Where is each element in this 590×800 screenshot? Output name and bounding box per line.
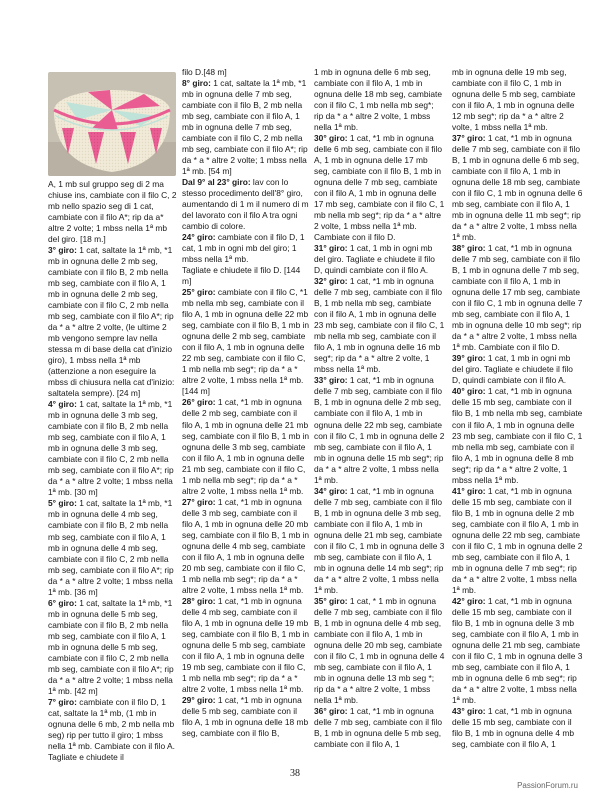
round-heading: 5° giro:	[48, 498, 77, 509]
paragraph: 3° giro: 1 cat, saltate la 1ª mb, *1 mb in ognuna delle 2 mb seg, cambiate con il filo B, 2 mb nella mb seg, cambiate con il filo A, 1 mb in ognuna delle 2 mb seg, cambiate con il filo C, 2 mb nella mb seg, cambiate con il filo A*; rip da * a * altre 2 volte, (le ultime 2 mb vengono sempre lav nella stessa m di base della cat d'inizio giro), 1 mbss nella 1ª mb (attenzione a non eseguire la mbss di chiusura nella cat d'inizio: saltatela sempre). [24 m]	[48, 245, 175, 399]
paragraph: 37° giro: 1 cat, *1 mb in ognuna delle 7 mb seg, cambiate con il filo B, 1 mb in ognuna delle 6 mb seg, cambiate con il filo A, 1 mb in ognuna delle 18 mb seg, cambiate con il filo C, 1 mb in ognuna delle 6 mb seg, cambiate con il filo A, 1 mb in ognuna delle 11 mb seg*; rip da * a * altre 2 volte, 1 mbss nella 1ª mb.	[452, 133, 583, 243]
paragraph: 30° giro: 1 cat, *1 mb in ognuna delle 6 mb seg, cambiate con il filo A, 1 mb in ognuna delle 17 mb seg, cambiate con il filo B, 1 mb in ognuna delle 7 mb seg, cambiate con il filo A, 1 mb in ognuna delle 17 mb seg, cambiate con il filo C, 1 mb nella mb seg*; rip da * a * altre 2 volte, 1 mbss nella 1ª mb. Cambiate con il filo D.	[314, 133, 445, 243]
paragraph: 43° giro: 1 cat, *1 mb in ognuna delle 15 mb seg, cambiate con il filo B, 1 mb in ognuna delle 4 mb seg, cambiate con il filo A, 1	[452, 705, 574, 749]
round-heading: 28° giro:	[182, 595, 216, 606]
text-column-2	[182, 67, 310, 739]
paragraph: 33° giro: 1 cat, *1 mb in ognuna delle 7 mb seg, cambiate con il filo B, 1 mb in ognuna delle 2 mb seg, cambiate con il filo A, 1 mb in ognuna delle 22 mb seg, cambiate con il filo C, 1 mb in ognuna delle 2 mb seg, cambiate con il filo A, 1 mb in ognuna delle 15 mb seg*; rip da * a * altre 2 volte, 1 mbss nella 1ª mb.	[314, 375, 445, 485]
round-heading: 35° giro:	[314, 595, 348, 606]
paragraph: 36° giro: 1 cat, *1 mb in ognuna delle 7 mb seg, cambiate con il filo B, 1 mb in ognuna delle 5 mb seg, cambiate con il filo A, 1	[314, 705, 443, 749]
round-heading: 8° giro:	[182, 78, 211, 89]
page-number: 38	[290, 768, 300, 779]
paragraph: 40° giro: 1 cat, *1 mb in ognuna delle 15 mb seg, cambiate con il filo B, 1 mb nella mb seg, cambiate con il filo A, 1 mb in ognuna delle 23 mb seg, cambiate con il filo C, 1 mb nella mb seg, cambiate con il filo A, 1 mb in ognuna delle 8 mb seg*; rip da * a * altre 2 volte, 1 mbss nella 1ª mb.	[452, 386, 583, 485]
round-heading: 25° giro:	[182, 287, 216, 298]
round-heading: 32° giro:	[314, 276, 348, 287]
paragraph: 42° giro: 1 cat, *1 mb in ognuna delle 15 mb seg, cambiate con il filo B, 1 mb in ognuna delle 3 mb seg, cambiate con il filo A, 1 mb in ognuna delle 21 mb seg, cambiate con il filo C, 1 mb in ognuna delle 3 mb seg, cambiate con il filo A, 1 mb in ognuna delle 6 mb seg*; rip da * a * altre 2 volte, 1 mbss nella 1ª mb.	[452, 595, 583, 705]
paragraph: 8° giro: 1 cat, saltate la 1ª mb, *1 mb in ognuna delle 7 mb seg, cambiate con il filo B, 2 mb nella mb seg, cambiate con il filo A, 1 mb in ognuna delle 7 mb seg, cambiate con il filo C, 2 mb nella mb seg, cambiate con il filo A*; rip da * a * altre 2 volte; 1 mbss nella 1ª mb. [54 m]	[182, 78, 308, 177]
round-heading: 30° giro:	[314, 133, 348, 144]
round-heading: 43° giro:	[452, 705, 486, 716]
paragraph: 32° giro: 1 cat, *1 mb in ognuna delle 7 mb seg, cambiate con il filo B, 1 mb nella mb seg, cambiate con il filo A, 1 mb in ognuna delle 23 mb seg, cambiate con il filo C, 1 mb nella mb seg, cambiate con il filo A, 1 mb in ognuna delle 16 mb seg*; rip da * a * altre 2 volte, 1 mbss nella 1ª mb.	[314, 276, 445, 375]
watermark: PassionForum.ru	[517, 781, 578, 790]
round-heading: 37° giro:	[452, 133, 486, 144]
paragraph: 4° giro: 1 cat, saltate la 1ª mb, *1 mb in ognuna delle 3 mb seg, cambiate con il filo B, 2 mb nella mb seg, cambiate con il filo A, 1 mb in ognuna delle 3 mb seg, cambiate con il filo C, 2 mb nella mb seg, cambiate con il filo A*; rip da * a * altre 2 volte; 1 mbss nella 1ª mb. [30 m]	[48, 399, 174, 498]
paragraph: 6° giro: 1 cat, saltate la 1ª mb, *1 mb in ognuna delle 5 mb seg, cambiate con il filo B, 2 mb nella mb seg, cambiate con il filo A, 1 mb in ognuna delle 5 mb seg, cambiate con il filo C, 2 mb nella mb seg, cambiate con il filo A*; rip da * a * altre 2 volte; 1 mbss nella 1ª mb. [42 m]	[48, 597, 174, 696]
round-heading: Dal 9° al 23° giro:	[182, 177, 251, 188]
paragraph: 1 mb in ognuna delle 6 mb seg, cambiate con il filo A, 1 mb in ognuna delle 18 mb seg, cambiate con il filo C, 1 mb nella mb seg*; rip da * a * altre 2 volte, 1 mbss nella 1ª mb.	[314, 67, 443, 133]
text-column-1	[48, 179, 177, 763]
paragraph: Tagliate e chiudete il filo D. [144 m]	[182, 265, 301, 287]
round-heading: 7° giro:	[48, 696, 77, 707]
paragraph: 28° giro: 1 cat, *1 mb in ognuna delle 4 mb seg, cambiate con il filo A, 1 mb in ognuna delle 19 mb seg, cambiate con il filo B, 1 mb in ognuna delle 5 mb seg, cambiate con il filo A, 1 mb in ognuna delle 19 mb seg, cambiate con il filo C, 1 mb nella mb seg*; rip da * a * altre 2 volte, 1 mbss nella 1ª mb.	[182, 595, 310, 694]
paragraph: 27° giro: 1 cat, *1 mb in ognuna delle 3 mb seg, cambiate con il filo A, 1 mb in ognuna delle 20 mb seg, cambiate con il filo B, 1 mb in ognuna delle 4 mb seg, cambiate con il filo A, 1 mb in ognuna delle 20 mb seg, cambiate con il filo C, 1 mb nella mb seg*; rip da * a * altre 2 volte, 1 mbss nella 1ª mb.	[182, 496, 310, 595]
text-column-3	[314, 67, 445, 750]
paragraph: 24° giro: cambiate con il filo D, 1 cat, 1 mb in ogni mb del giro; 1 mbss nella 1ª mb.	[182, 232, 305, 265]
round-heading: 27° giro:	[182, 496, 216, 507]
paragraph: 35° giro: 1 cat, * 1 mb in ognuna delle 7 mb seg, cambiate con il filo B, 1 mb in ognuna delle 4 mb seg, cambiate con il filo A, 1 mb in ognuna delle 20 mb seg, cambiate con il filo C, 1 mb in ognuna delle 4 mb seg, cambiate con il filo A, 1 mb in ognuna delle 13 mb seg *; rip da * a * altre 2 volte, 1 mbss nella 1ª mb.	[314, 595, 445, 705]
paragraph: A, 1 mb sul gruppo seg di 2 ma chiuse ins, cambiate con il filo C, 2 mb nello spazio seg di 1 cat, cambiate con il filo A*; rip da a* altre 2 volte; 1 mbss nella 1ª mb del giro. [18 m.]	[48, 179, 177, 245]
paragraph: 5° giro: 1 cat, saltate la 1ª mb, *1 mb in ognuna delle 4 mb seg, cambiate con il filo B, 2 mb nella mb seg, cambiate con il filo A, 1 mb in ognuna delle 4 mb seg, cambiate con il filo C, 2 mb nella mb seg, cambiate con il filo A*; rip da * a * altre 2 volte; 1 mbss nella 1ª mb. [36 m]	[48, 498, 174, 597]
round-heading: 40° giro:	[452, 386, 486, 397]
round-heading: 39° giro:	[452, 353, 486, 364]
round-heading: 4° giro:	[48, 399, 77, 410]
round-heading: 24° giro:	[182, 232, 216, 243]
round-heading: 41° giro:	[452, 485, 486, 496]
round-heading: 6° giro:	[48, 597, 77, 608]
paragraph: 29° giro: 1 cat, *1 mb in ognuna delle 5 mb seg, cambiate con il filo A, 1 mb in ognuna delle 18 mb seg, cambiate con il filo B,	[182, 694, 309, 738]
paragraph: 7° giro: cambiate con il filo D, 1 cat, saltate la 1ª mb, (1 mb in ognuna delle 6 mb, 2 mb nella mb seg) rip per tutto il giro; 1 mbss nella 1ª mb. Cambiate con il filo A. Tagliate e chiudete il	[48, 696, 175, 762]
paragraph: 39° giro: 1 cat, 1 mb in ogni mb del giro. Tagliate e chiudete il filo D, quindi cambiate con il filo A.	[452, 353, 573, 386]
paragraph: mb in ognuna delle 19 mb seg, cambiate con il filo C, 1 mb in ognuna delle 5 mb seg, cambiate con il filo A, 1 mb in ognuna delle 12 mb seg*; rip da * a * altre 2 volte, 1 mbss nella 1ª mb.	[452, 67, 576, 133]
paragraph: filo D.[48 m]	[182, 67, 227, 77]
paragraph: 31° giro: 1 cat, 1 mb in ogni mb del giro. Tagliate e chiudete il filo D, quindi cambiate con il filo A.	[314, 243, 435, 276]
paragraph: 38° giro: 1 cat, *1 mb in ognuna delle 7 mb seg, cambiate con il filo B, 1 mb in ognuna delle 7 mb seg, cambiate con il filo A, 1 mb in ognuna delle 17 mb seg, cambiate con il filo C, 1 mb in ognuna delle 7 mb seg, cambiate con il filo A, 1 mb in ognuna delle 10 mb seg*; rip da * a * altre 2 volte, 1 mbss nella 1ª mb. Cambiate con il filo D.	[452, 243, 583, 353]
paragraph: Dal 9° al 23° giro: lav con lo stesso procedimento dell'8° giro, aumentando di 1 m il numero di m del lavorato con il filo A tra ogni cambio di colore.	[182, 177, 309, 232]
paragraph: 34° giro: 1 cat, *1 mb in ognuna delle 7 mb seg, cambiate con il filo B, 1 mb in ognuna delle 3 mb seg, cambiate con il filo A, 1 mb in ognuna delle 21 mb seg, cambiate con il filo C, 1 mb in ognuna delle 3 mb seg, cambiate con il filo A, 1 mb in ognuna delle 14 mb seg*; rip da * a * altre 2 volte, 1 mbss nella 1ª mb.	[314, 485, 445, 595]
paragraph: 25° giro: cambiate con il filo C, *1 mb nella mb seg, cambiate con il filo A, 1 mb in ognuna delle 22 mb seg, cambiate con il filo B, 1 mb in ognuna delle 2 mb seg, cambiate con il filo A, 1 mb in ognuna delle 22 mb seg, cambiate con il filo C, 1 mb nella mb seg*; rip da * a * altre 2 volte, 1 mbss nella 1ª mb. [144 m]	[182, 287, 310, 397]
round-heading: 31° giro:	[314, 243, 348, 254]
paragraph: 26° giro: 1 cat, *1 mb in ognuna delle 2 mb seg, cambiate con il filo A, 1 mb in ognuna delle 21 mb seg, cambiate con il filo B, 1 mb in ognuna delle 3 mb seg, cambiate con il filo A, 1 mb in ognuna delle 21 mb seg, cambiate con il filo C, 1 mb nella mb seg*; rip da * a * altre 2 volte, 1 mbss nella 1ª mb.	[182, 397, 310, 496]
round-heading: 42° giro:	[452, 595, 486, 606]
round-heading: 38° giro:	[452, 243, 486, 254]
round-heading: 26° giro:	[182, 397, 216, 408]
round-heading: 29° giro:	[182, 694, 216, 705]
round-heading: 3° giro:	[48, 245, 77, 256]
round-heading: 36° giro:	[314, 705, 348, 716]
round-heading: 33° giro:	[314, 375, 348, 386]
crochet-pouf-photo	[48, 72, 176, 176]
text-column-4	[452, 67, 583, 750]
paragraph: 41° giro: 1 cat, *1 mb in ognuna delle 15 mb seg, cambiate con il filo B, 1 mb in ognuna delle 2 mb seg, cambiate con il filo A, 1 mb in ognuna delle 22 mb seg, cambiate con il filo C, 1 mb in ognuna delle 2 mb seg, cambiate con il filo A, 1 mb in ognuna delle 7 mb seg*; rip da * a * altre 2 volte, 1 mbss nella 1ª mb.	[452, 485, 583, 595]
round-heading: 34° giro:	[314, 485, 348, 496]
